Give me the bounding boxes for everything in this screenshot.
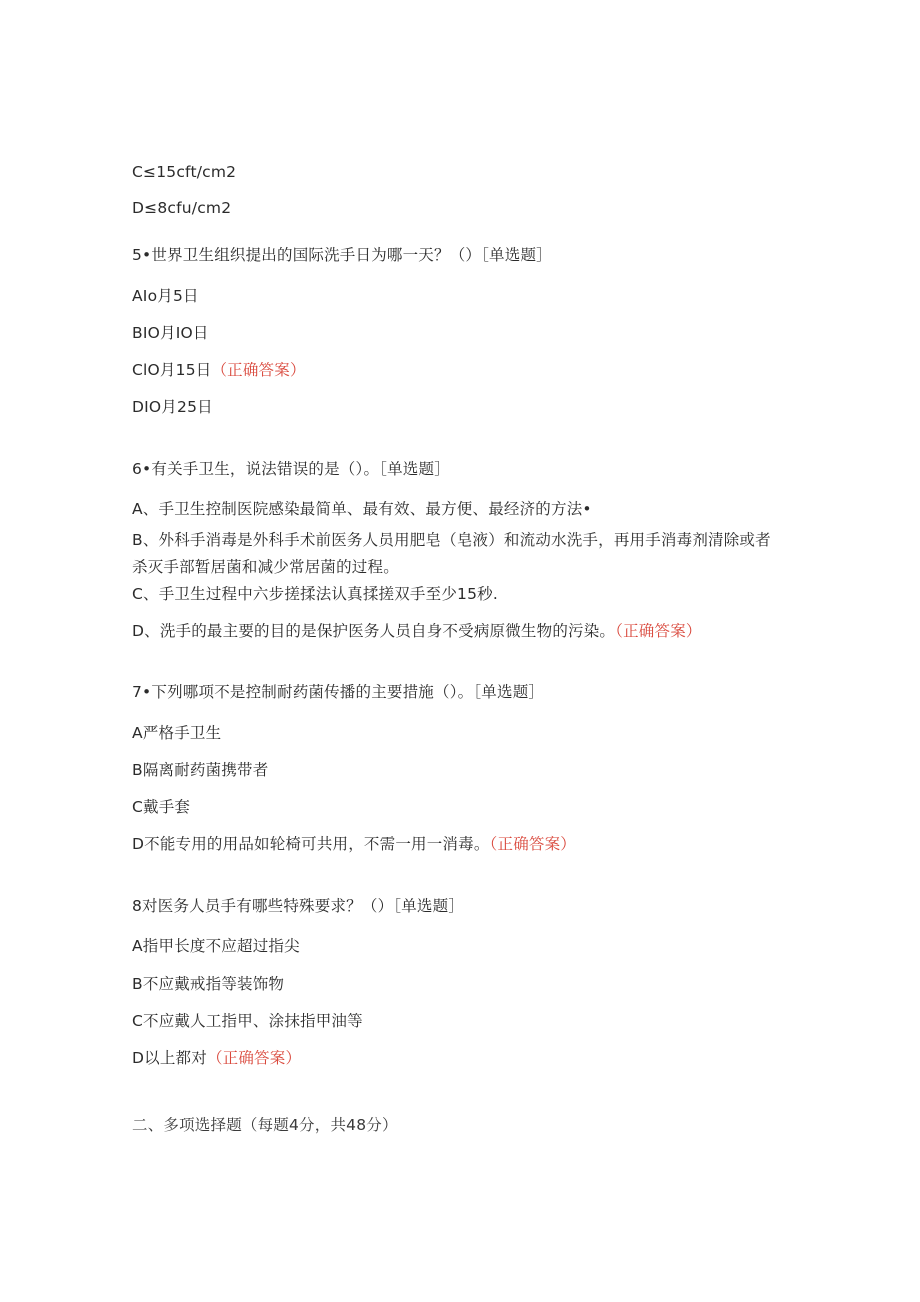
q5-stem: 5•世界卫生组织提出的国际洗手日为哪一天？（）［单选题］ <box>132 246 552 264</box>
q6-option-d <box>132 621 702 641</box>
prev-option-c: C≤15cft/cm2 <box>132 163 237 181</box>
q7-option-a <box>132 723 221 743</box>
option-text: A严格手卫生 <box>132 724 222 742</box>
correct-answer-mark: （正确答案） <box>615 622 702 640</box>
q6-option-a <box>132 499 592 519</box>
q8-option-c <box>132 1011 363 1031</box>
option-text: C戴手套 <box>132 798 191 816</box>
option-text: B不应戴戒指等装饰物 <box>132 975 285 993</box>
option-text: A、手卫生控制医院感染最简单、最有效、最方便、最经济的方法• <box>132 500 592 518</box>
q7-option-c <box>132 797 190 817</box>
correct-answer-mark: （正确答案） <box>206 1049 302 1067</box>
q8-stem: 8对医务人员手有哪些特殊要求？（）［单选题］ <box>132 897 465 915</box>
option-text: C不应戴人工指甲、涂抹指甲油等 <box>132 1012 363 1030</box>
q8-option-d <box>132 1048 301 1068</box>
option-text: D、洗手的最主要的目的是保护医务人员自身不受病原微生物的污染。 <box>132 622 616 640</box>
q6-option-b <box>132 527 777 581</box>
q5-option-c <box>132 360 306 380</box>
q8-option-b <box>132 974 284 994</box>
q7-option-b <box>132 760 268 780</box>
q6-option-c <box>132 584 498 604</box>
prev-option-d: D≤8cfu/cm2 <box>132 199 232 217</box>
correct-answer-mark: （正确答案） <box>211 361 306 379</box>
option-text: B、外科手消毒是外科手术前医务人员用肥皂（皂液）和流动水洗手，再用手消毒剂清除或者杀灭手部暂居菌和减少常居菌的过程。 <box>132 531 771 576</box>
correct-answer-mark: （正确答案） <box>489 835 576 853</box>
option-text: C、手卫生过程中六步搓揉法认真揉搓双手至少15秒. <box>132 585 498 603</box>
option-text: D不能专用的用品如轮椅可共用，不需一用一消毒。 <box>132 835 490 853</box>
q5-option-b <box>132 323 209 343</box>
q6-stem: 6•有关手卫生，说法错误的是（）。［单选题］ <box>132 460 450 478</box>
q5-option-d <box>132 397 213 417</box>
q8-option-a <box>132 936 300 956</box>
option-text: AIo月5日 <box>132 287 199 305</box>
option-text: DIO月25日 <box>132 398 213 416</box>
option-text: ClO月15日 <box>132 361 212 379</box>
q7-stem: 7•下列哪项不是控制耐药菌传播的主要措施（）。［单选题］ <box>132 683 545 701</box>
option-text: D以上都对 <box>132 1049 207 1067</box>
option-text: B隔离耐药菌携带者 <box>132 761 269 779</box>
q5-option-a <box>132 286 199 306</box>
option-text: A指甲长度不应超过指尖 <box>132 937 300 955</box>
q7-option-d <box>132 834 576 854</box>
section-two-title: 二、多项选择题（每题4分，共48分） <box>132 1116 398 1134</box>
option-text: BIO月IO日 <box>132 324 209 342</box>
